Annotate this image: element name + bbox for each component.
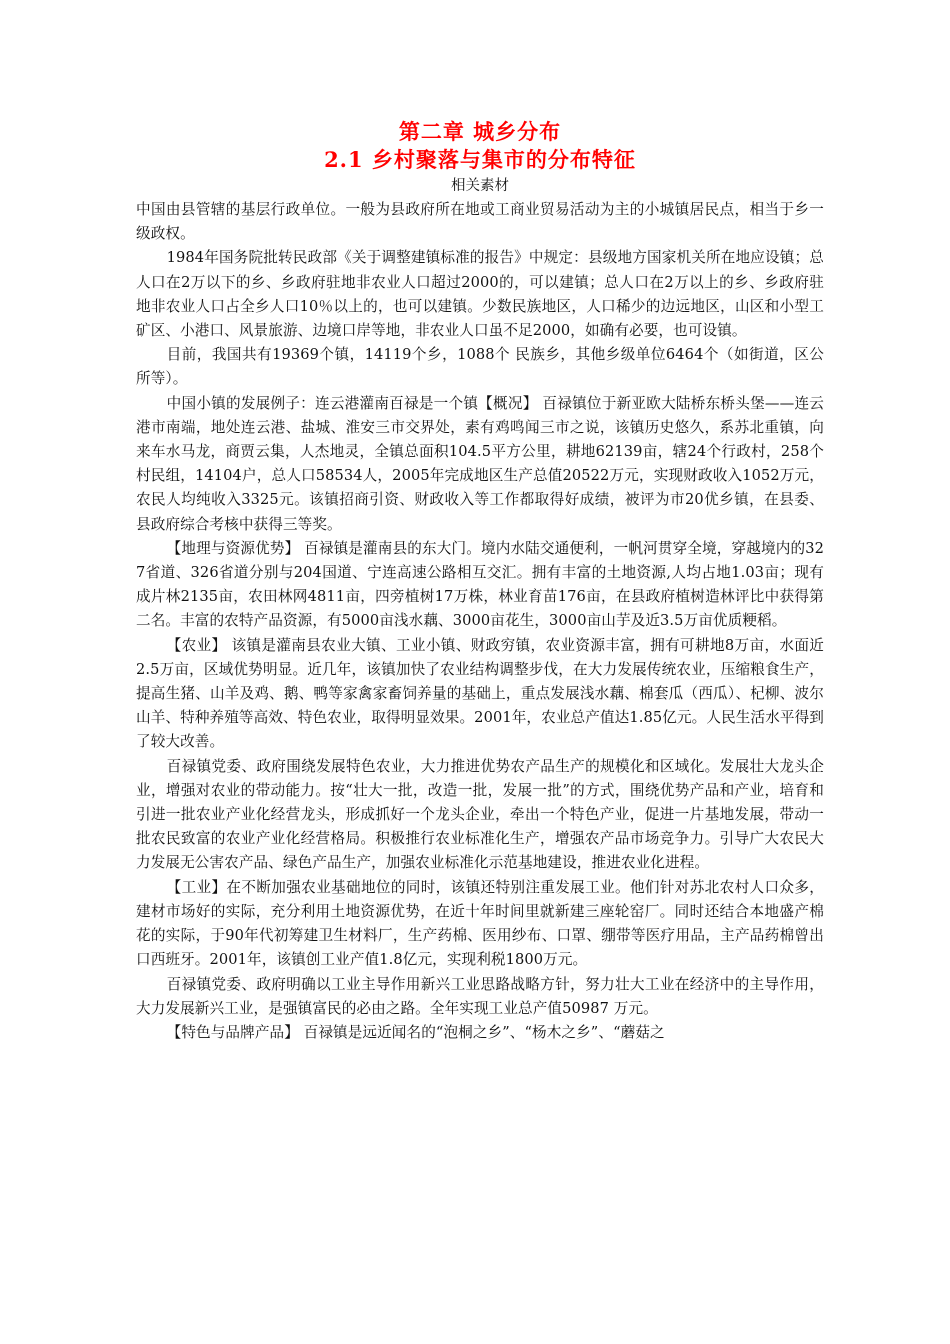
paragraph-featured-products: 【特色与品牌产品】 百禄镇是远近闻名的“泡桐之乡”、“杨木之乡”、“蘑菇之 bbox=[166, 1023, 665, 1041]
paragraph-town-count: 目前，我国共有19369个镇，14119个乡，1088个 民族乡，其他乡级单位6464个（如街道，区公所等）。 bbox=[136, 346, 824, 388]
paragraph-agriculture-policy: 百禄镇党委、政府围绕发展特色农业，大力推进优势农产品生产的规模化和区域化。发展壮大龙头企业，增强对农业的带动能力。按“壮大一批，改造一批，发展一批”的方式，围绕优势产品和产业，培育和引进一批农业产业化经营龙头，形成抓好一个龙头企业，牵出一个特色产业，促进一片基地发展，带动一批农民致富的农业产业化经营格局。积极推行农业标准化生产，增强农产品市场竞争力。引导广大农民大力发展无公害农产品、绿色产品生产，加强农业标准化示范基地建设，推进农业化进程。 bbox=[136, 757, 824, 872]
paragraph-agriculture: 【农业】 该镇是灌南县农业大镇、工业小镇、财政穷镇，农业资源丰富，拥有可耕地8万亩，水面近2.5万亩，区域优势明显。近几年，该镇加快了农业结构调整步伐，在大力发展传统农业，压缩粮食生产，提高生猪、山羊及鸡、鹅、鸭等家禽家畜饲养量的基础上，重点发展浅水藕、棉套瓜（西瓜）、杞柳、波尔山羊、特种养殖等高效、特色农业，取得明显效果。2001年，农业总产值达1.85亿元。人民生活水平得到了较大改善。 bbox=[136, 636, 824, 751]
paragraph-geography-resources: 【地理与资源优势】 百禄镇是灌南县的东大门。境内水陆交通便利，一帆河贯穿全境，穿越境内的327省道、326省道分别与204国道、宁连高速公路相互交汇。拥有丰富的土地资源,人均占地1.03亩；现有成片林2135亩，农田林网4811亩，四旁植树17万株，林业育苗176亩，在县政府植树造林评比中获得第二名。丰富的农特产品资源，有5000亩浅水藕、3000亩花生，3000亩山芋及近3.5万亩优质粳稻。 bbox=[136, 539, 824, 630]
paragraph-town-definition: 中国由县管辖的基层行政单位。一般为县政府所在地或工商业贸易活动为主的小城镇居民点，相当于乡一级政权。 bbox=[136, 201, 824, 243]
paragraph-industry: 【工业】在不断加强农业基础地位的同时，该镇还特别注重发展工业。他们针对苏北农村人口众多，建材市场好的实际，充分利用土地资源优势，在近十年时间里就新建三座轮窑厂。同时还结合本地盛产棉花的实际，于90年代初筹建卫生材料厂，生产药棉、医用纱布、口罩、绷带等医疗用品，主产品药棉曾出口西班牙。2001年，该镇创工业产值1.8亿元，实现利税1800万元。 bbox=[136, 878, 824, 969]
paragraph-town-standard: 1984年国务院批转民政部《关于调整建镇标准的报告》中规定：县级地方国家机关所在地应设镇；总人口在2万以下的乡、乡政府驻地非农业人口超过2000的，可以建镇；总人口在2万以上的乡、乡政府驻地非农业人口占全乡人口10％以上的，也可以建镇。少数民族地区，人口稀少的边远地区，山区和小型工矿区、小港口、风景旅游、边境口岸等地，非农业人口虽不足2000，如确有必要，也可设镇。 bbox=[136, 249, 824, 340]
subtitle: 相关素材 bbox=[451, 178, 509, 194]
document-page bbox=[136, 118, 824, 1045]
paragraph-overview: 中国小镇的发展例子：连云港灌南百禄是一个镇【概况】 百禄镇位于新亚欧大陆桥东桥头堡——连云港市南端，地处连云港、盐城、淮安三市交界处，素有鸡鸣闻三市之说，该镇历史悠久，系苏北重镇，向来车水马龙，商贾云集，人杰地灵，全镇总面积104.5平方公里，耕地62139亩，辖24个行政村，258个村民组，14104户，总人口58534人，2005年完成地区生产总值20522万元，实现财政收入1052万元，农民人均纯收入3325元。该镇招商引资、财政收入等工作都取得好成绩，被评为市20优乡镇，在县委、县政府综合考核中获得三等奖。 bbox=[136, 394, 824, 533]
chapter-title: 第二章 城乡分布 bbox=[398, 119, 562, 144]
section-title: 2.1 乡村聚落与集市的分布特征 bbox=[324, 147, 636, 172]
paragraph-industry-policy: 百禄镇党委、政府明确以工业主导作用新兴工业思路战略方针，努力壮大工业在经济中的主导作用，大力发展新兴工业，是强镇富民的必由之路。全年实现工业总产值50987 万元。 bbox=[136, 975, 824, 1017]
